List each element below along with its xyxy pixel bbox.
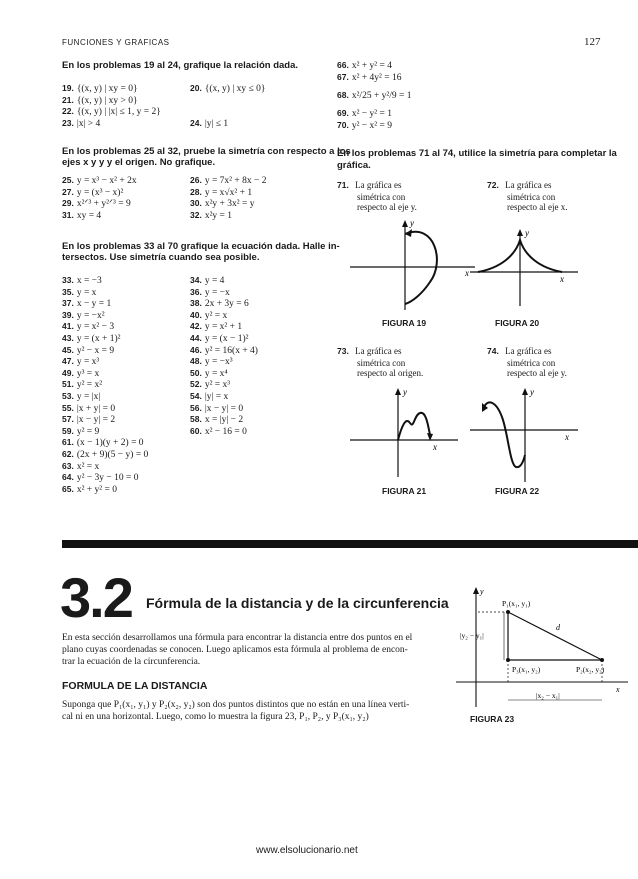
problem: 61. (x − 1)(y + 2) = 0 [62, 437, 144, 449]
problem: 27. y = (x³ − x)² [62, 186, 124, 198]
section-title: Fórmula de la distancia y de la circunferencia [146, 595, 449, 611]
problem: 65. x² + y² = 0 [62, 483, 117, 495]
problem: 57. |x − y| = 2 [62, 414, 116, 426]
intro-line-1: En esta sección desarrollamos una fórmula para encontrar la distancia entre dos puntos en el [62, 633, 413, 643]
problem: 28. y = x√x² + 1 [190, 186, 253, 198]
problem: 41. y = x² − 3 [62, 321, 115, 333]
problem: 51. y² = x² [62, 379, 103, 391]
problem: 30. x²y + 3x² = y [190, 198, 255, 210]
problem-72-text: 72. La gráfica es simétrica con respecto al eje x. [487, 180, 568, 213]
label-p3: P₃(x₁, y₂) [512, 665, 541, 674]
problem: 62. (2x + 9)(5 − y) = 0 [62, 448, 149, 460]
problem: 31. xy = 4 [62, 209, 102, 221]
figure-22-graph [470, 385, 580, 485]
problem: 33. x = −3 [62, 275, 102, 286]
curve [405, 232, 437, 304]
problem: 47. y = x³ [62, 356, 100, 368]
curve [484, 402, 525, 467]
problems-24 [190, 118, 228, 130]
intro-line-2: plano cuyas coordenadas se conocen. Luego aplicamos esta fórmula al problema de encon- [62, 645, 408, 655]
problem-73-text: 73. La gráfica es simétrica con respecto al origen. [337, 346, 424, 379]
problem: 35. y = x [62, 286, 97, 298]
problem: 36. y = −x [190, 286, 230, 298]
x-label: x [560, 274, 564, 284]
problem: 34. y = 4 [190, 275, 225, 286]
point-p2 [600, 658, 604, 662]
problem: 39. y = −x² [62, 309, 105, 321]
problem: 66. x² + y² = 4 [337, 60, 392, 71]
instruction-33-70-line2: tersectos. Use simetría cuando sea posible. [62, 252, 260, 263]
label-dx: |x₂ − x₁| [536, 691, 560, 700]
problem: 60. x² − 16 = 0 [190, 425, 247, 437]
subheading: FORMULA DE LA DISTANCIA [62, 680, 208, 692]
running-title: FUNCIONES Y GRAFICAS [62, 38, 170, 47]
problem: 55. |x + y| = 0 [62, 402, 116, 414]
x-label: x [565, 432, 569, 442]
problem: 42. y = x² + 1 [190, 321, 243, 333]
paragraph-line-2: cal ni en una horizontal. Luego, como lo muestra la figura 23, P₁, P₂, y P₃(x₁, y₂) [62, 712, 369, 722]
paragraph-line-1: Suponga que P₁(x₁, y₁) y P₂(x₂, y₂) son dos puntos distintos que no están en una línea verti- [62, 700, 410, 710]
problem: 56. |x − y| = 0 [190, 402, 244, 414]
problem: 68. x²/25 + y²/9 = 1 [337, 90, 412, 102]
section-number: 3.2 [60, 566, 132, 629]
problems-66-70 [337, 60, 412, 131]
problems-19-23 [62, 83, 161, 129]
problem: 63. x² = x [62, 460, 100, 472]
figure-19-caption: FIGURA 19 [382, 318, 427, 328]
point-p3 [506, 658, 510, 662]
problem: 52. y² = x³ [190, 379, 231, 391]
problem: 43. y = (x + 1)² [62, 332, 121, 344]
y-label: y [410, 218, 414, 228]
arrow-up-icon [517, 229, 523, 236]
problem: 20. {(x, y) | xy ≤ 0} [190, 83, 266, 94]
figure-21-caption: FIGURA 21 [382, 486, 427, 496]
page-number: 127 [584, 36, 601, 48]
problem: 25. y = x³ − x² + 2x [62, 175, 137, 186]
x-label: x [616, 685, 620, 694]
label-p1: P₁(x₁, y₁) [502, 599, 531, 608]
y-label: y [403, 387, 407, 397]
intro-line-3: trar la ecuación de la circunferencia. [62, 657, 201, 667]
problem: 19. {(x, y) | xy = 0} [62, 83, 138, 94]
problem: 44. y = (x − 1)² [190, 332, 249, 344]
figure-19-graph [350, 212, 480, 312]
arrow-up-icon [522, 388, 528, 395]
instruction-19-24: En los problemas 19 al 24, grafique la relación dada. [62, 60, 299, 71]
problems-20 [190, 83, 265, 95]
problems-25-31 [62, 175, 137, 221]
section-rule [62, 540, 638, 548]
instruction-71-74-line2: gráfica. [337, 160, 371, 171]
problems-26-32 [190, 175, 267, 221]
problem: 53. y = |x| [62, 390, 101, 402]
problem: 22. {(x, y) | |x| ≤ 1, y = 2} [62, 106, 161, 118]
problem: 24. |y| ≤ 1 [190, 118, 229, 129]
hypotenuse [508, 612, 602, 660]
x-label: x [433, 442, 437, 452]
problem: 29. x²ᐟ³ + y²ᐟ³ = 9 [62, 198, 131, 210]
instruction-33-70-line1: En los problemas 33 al 70 grafique la ecuación dada. Halle in- [62, 241, 340, 252]
problem: 49. y³ = x [62, 367, 100, 379]
y-label: y [480, 587, 484, 596]
figure-23-caption: FIGURA 23 [470, 714, 515, 724]
figure-21-graph [350, 385, 460, 480]
y-label: y [530, 387, 534, 397]
instruction-25-32-line1: En los problemas 25 al 32, pruebe la simetría con respecto a los [62, 146, 351, 157]
problem-74-text: 74. La gráfica es simétrica con respecto al eje y. [487, 346, 567, 379]
instruction-25-32-line2: ejes x y y y el origen. No grafique. [62, 157, 216, 168]
problem: 54. |y| = x [190, 390, 229, 402]
figure-23-graph [456, 582, 636, 712]
problem: 48. y = −x³ [190, 356, 233, 368]
problem: 69. x² − y² = 1 [337, 108, 392, 120]
problem: 64. y² − 3y − 10 = 0 [62, 472, 139, 484]
label-dy: |y₂ − y₁| [460, 631, 484, 640]
problem: 50. y = x⁴ [190, 367, 228, 379]
problem: 23. |x| > 4 [62, 117, 101, 129]
problem: 67. x² + 4y² = 16 [337, 71, 402, 83]
problem: 32. x²y = 1 [190, 209, 233, 221]
arrow-up-icon [402, 220, 408, 227]
arrow-up-icon [473, 587, 479, 594]
figure-20-graph [470, 228, 580, 308]
x-label: x [465, 268, 469, 278]
curve [398, 413, 430, 440]
problem-71-text: 71. La gráfica es simétrica con respecto al eje y. [337, 180, 417, 213]
problem: 58. x = |y| − 2 [190, 414, 244, 426]
label-p2: P₂(x₂, y₂) [576, 665, 605, 674]
figure-22-caption: FIGURA 22 [495, 486, 540, 496]
problem: 46. y² = 16(x + 4) [190, 344, 258, 356]
problem: 45. y² − x = 9 [62, 344, 115, 356]
point-p1 [506, 610, 510, 614]
problem: 21. {(x, y) | xy > 0} [62, 94, 138, 106]
figure-20-caption: FIGURA 20 [495, 318, 540, 328]
arrow-up-icon [395, 388, 401, 395]
problems-33-65 [62, 275, 148, 495]
problem: 38. 2x + 3y = 6 [190, 298, 249, 310]
label-d: d [556, 623, 560, 632]
problem: 37. x − y = 1 [62, 298, 112, 310]
problem: 26. y = 7x² + 8x − 2 [190, 175, 267, 186]
problems-34-60 [190, 275, 258, 437]
footer-url: www.elsolucionario.net [256, 845, 358, 856]
problem: 40. y² = x [190, 309, 228, 321]
instruction-71-74-line1: En los problemas 71 al 74, utilice la simetría para completar la [337, 148, 617, 159]
y-label: y [525, 228, 529, 238]
problem: 59. y² = 9 [62, 425, 100, 437]
problem: 70. y² − x² = 9 [337, 119, 392, 131]
